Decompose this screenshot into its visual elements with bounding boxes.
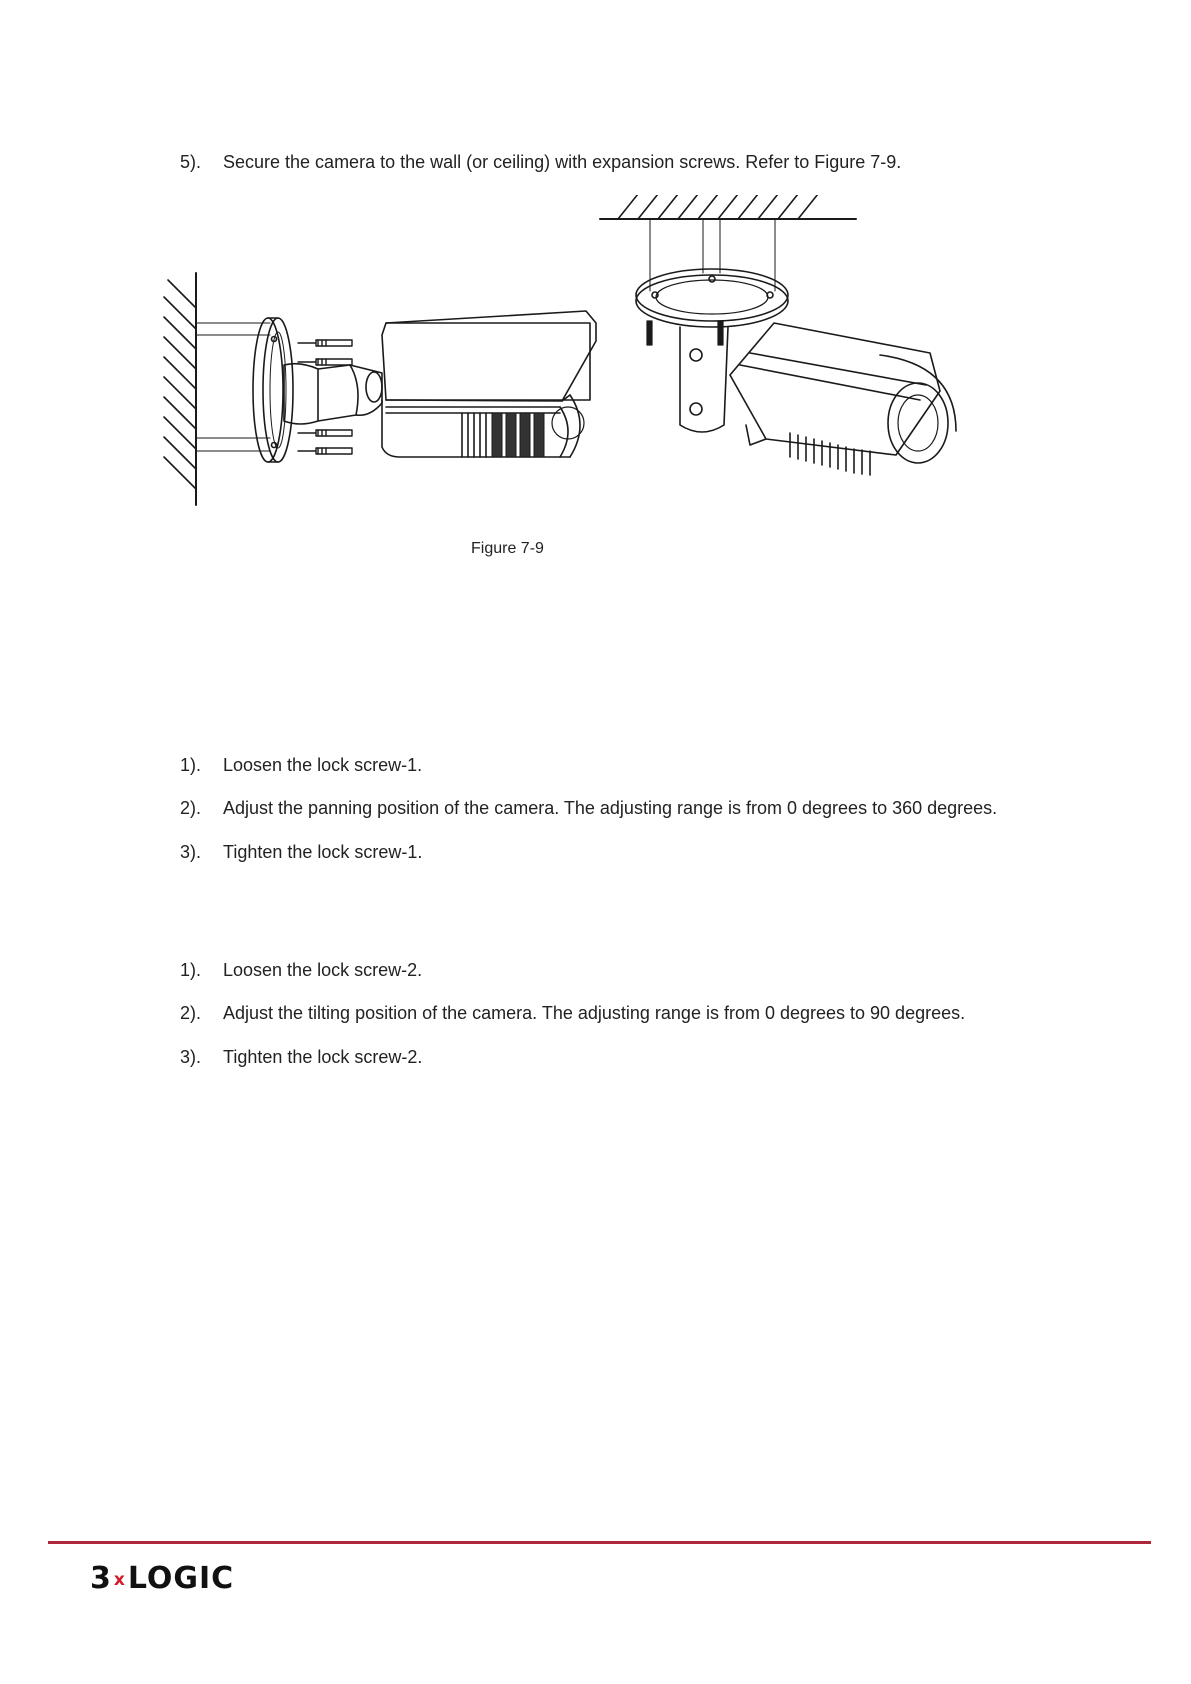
figure-7-9-illustration (150, 195, 1030, 525)
step-number: 1). (180, 960, 202, 980)
step-number: 3). (180, 842, 202, 862)
brand-logo (90, 1562, 234, 1597)
ceiling-mount-diagram (600, 195, 956, 475)
step-text: Secure the camera to the wall (or ceiling) with expansion screws. Refer to Figure 7-9. (223, 152, 902, 172)
wall-hatching (164, 273, 196, 505)
step-text: Adjust the panning position of the camera. The adjusting range is from 0 degrees to 360 degrees. (223, 798, 998, 818)
step-number: 5). (180, 152, 202, 172)
logo-x: x (113, 1570, 126, 1590)
step-text: Adjust the tilting position of the camera. The adjusting range is from 0 degrees to 90 degrees. (223, 1003, 966, 1023)
bullet-camera-ceiling (730, 323, 956, 475)
mounting-arm (284, 364, 382, 424)
step-number: 1). (180, 755, 202, 775)
step-text: Loosen the lock screw-2. (223, 960, 423, 980)
ceiling-hatching (600, 195, 856, 219)
step-text: Tighten the lock screw-1. (223, 842, 423, 862)
step-text: Loosen the lock screw-1. (223, 755, 423, 775)
expansion-screws-wall (298, 340, 352, 454)
step-number: 2). (180, 798, 202, 818)
logo-prefix: 3 (90, 1561, 112, 1596)
figure-caption: Figure 7-9 (471, 540, 544, 557)
step-number: 3). (180, 1047, 202, 1067)
wall-mount-diagram (164, 273, 596, 505)
step-number: 2). (180, 1003, 202, 1023)
wall-base-plate (253, 318, 293, 462)
step-text: Tighten the lock screw-2. (223, 1047, 423, 1067)
logo-suffix: LOGIC (127, 1561, 235, 1596)
footer-divider (48, 1541, 1151, 1544)
bullet-camera-wall (382, 311, 596, 457)
ceiling-base-plate (636, 269, 788, 327)
